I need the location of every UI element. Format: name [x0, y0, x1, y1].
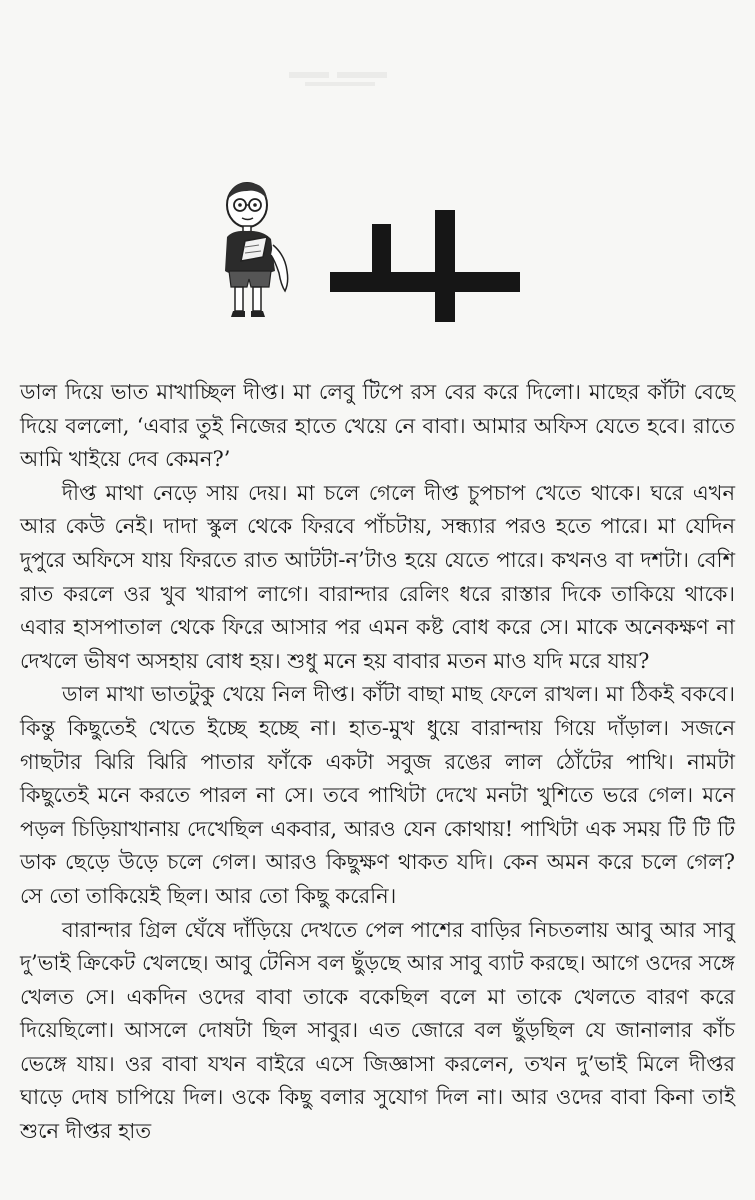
paragraph: দীপ্ত মাথা নেড়ে সায় দেয়। মা চলে গেলে দীপ্ত চুপচাপ খেতে থাকে। ঘরে এখন আর কেউ নেই। দাদা স্কুল থেকে ফিরবে পাঁচটায়, সন্ধ্যার পরও হতে পারে। মা যেদিন দুপুরে অফিসে যায় ফিরতে রাত আটটা-ন’টাও হয়ে যেতে পারে। কখনও বা দশটা। বেশি রাত করলে ওর খুব খারাপ লাগে। বারান্দার রেলিং ধরে রাস্তার দিকে তাকিয়ে থাকে। এবার হাসপাতাল থেকে ফিরে আসার পর এমন কষ্ট বোধ করে সে। মাকে অনেকক্ষণ না দেখলে ভীষণ অসহায় বোধ হয়। শুধু মনে হয় বাবার মতন মাও যদি মরে যায়? — [20, 480, 735, 673]
paragraph: বারান্দার গ্রিল ঘেঁষে দাঁড়িয়ে দেখতে পেল পাশের বাড়ির নিচতলায় আবু আর সাবু দু’ভাই ক্রিকেট খেলছে। আবু টেনিস বল ছুঁড়ছে আর সাবু ব্যাট করছে। আগে ওদের সঙ্গে খেলত সে। একদিন ওদের বাবা তাকে বকেছিল বলে মা তাকে খেলতে বারণ করে দিয়েছিলো। আসলে দোষটা ছিল সাবুর। এত জোরে বল ছুঁড়ছিল যে জানালার কাঁচ ভেঙ্গে যায়। ওর বাবা যখন বাইরে এসে জিজ্ঞাসা করলেন, তখন দু’ভাই মিলে দীপ্তর ঘাড়ে দোষ চাপিয়ে দিল। ওকে কিছু বলার সুযোগ দিল না। আর ওদের বাবা কিনা তাই শুনে দীপ্তর হাত — [20, 917, 735, 1144]
bleed-through-heading — [285, 64, 395, 90]
paragraph: ডাল মাখা ভাতটুকু খেয়ে নিল দীপ্ত। কাঁটা বাছা মাছ ফেলে রাখল। মা ঠিকই বকবে। কিন্তু কিছুতেই খেতে ইচ্ছে হচ্ছে না। হাত-মুখ ধুয়ে বারান্দায় গিয়ে দাঁড়াল। সজনে গাছটার ঝিরি ঝিরি পাতার ফাঁকে একটা সবুজ রঙের লাল ঠোঁটের পাখি। নামটা কিছুতেই মনে করতে পারল না সে। তবে পাখিটা দেখে মনটা খুশিতে ভরে গেল। মনে পড়ল চিড়িয়াখানায় দেখেছিল একবার, আরও যেন কোথায়! পাখিটা এক সময় টি টি টি ডাক ছেড়ে উড়ে চলে গেল। আরও কিছুক্ষণ থাকত যদি। কেন অমন করে চলে গেল? সে তো তাকিয়েই ছিল। আর তো কিছু করেনি। — [20, 682, 735, 908]
chapter-number-glyph — [330, 210, 520, 322]
paragraph: ডাল দিয়ে ভাত মাখাচ্ছিল দীপ্ত। মা লেবু টিপে রস বের করে দিলো। মাছের কাঁটা বেছে দিয়ে বললো, ‘এবার তুই নিজের হাতে খেয়ে নে বাবা। আমার অফিস যেতে হবে। রাতে আমি খাইয়ে দেব কেমন?’ — [20, 380, 735, 472]
boy-illustration — [215, 175, 310, 325]
story-text — [20, 376, 735, 1149]
